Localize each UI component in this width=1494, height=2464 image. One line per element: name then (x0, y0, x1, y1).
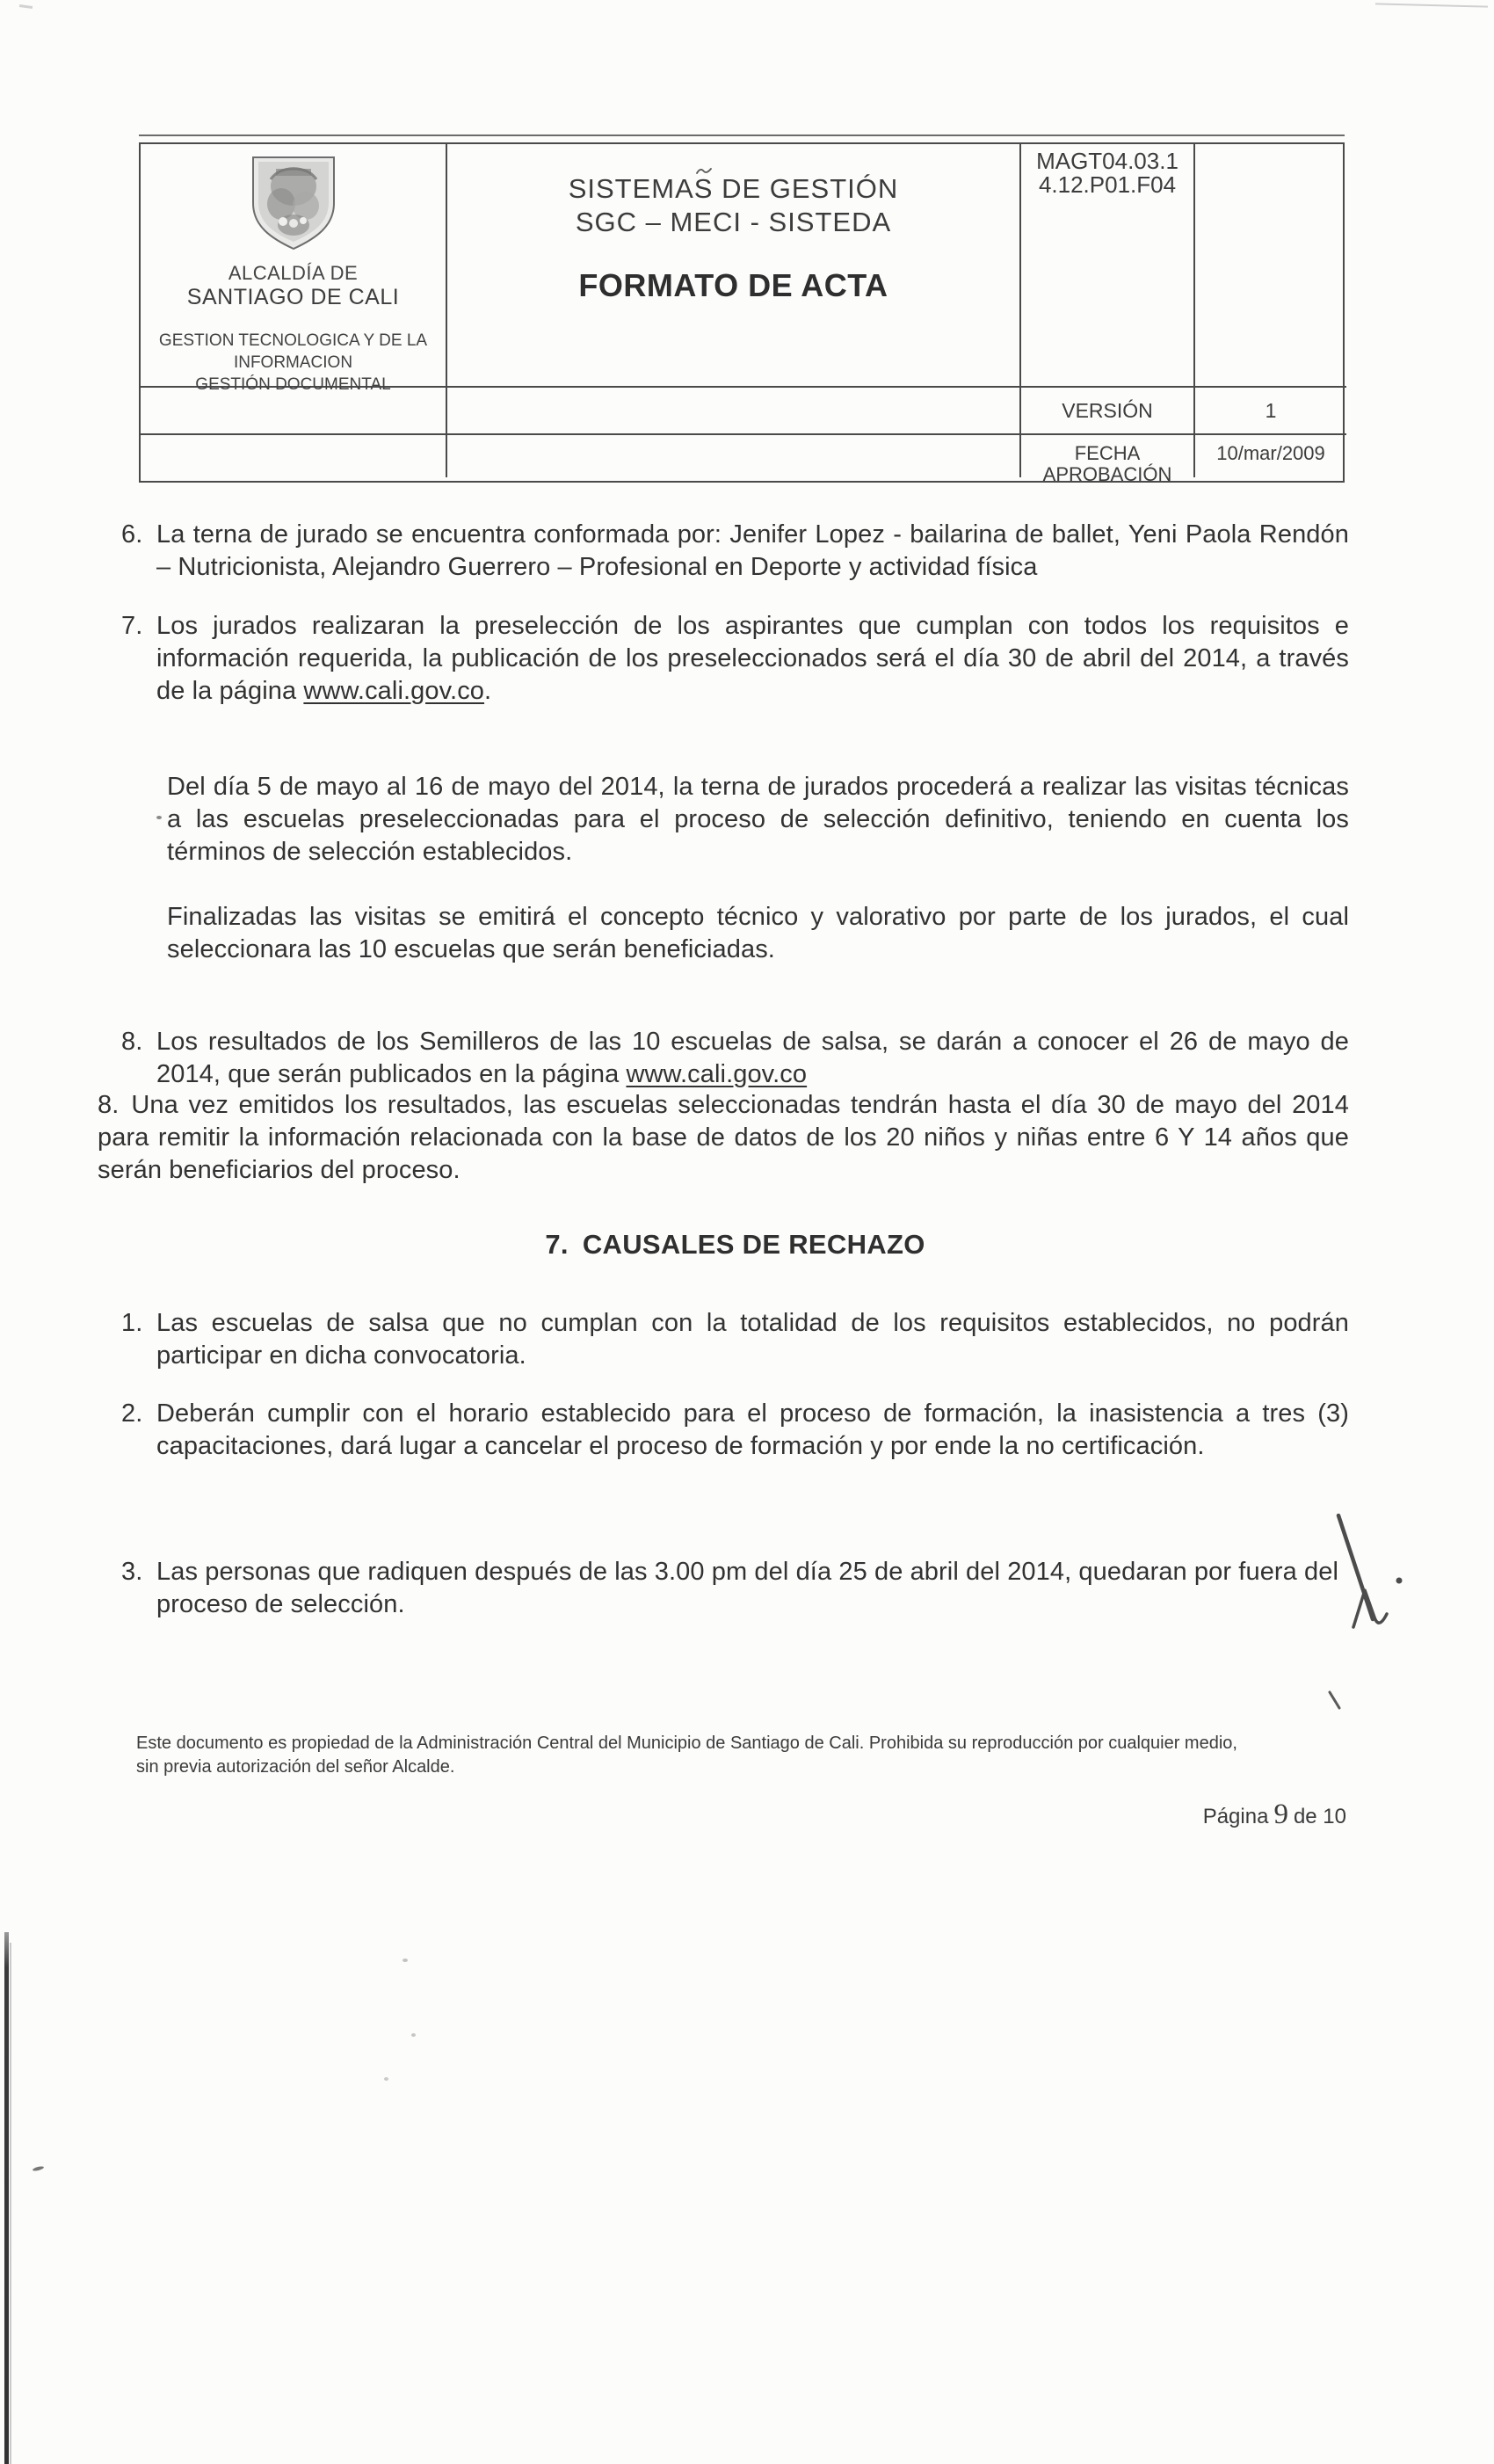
document-code-cell (1021, 144, 1195, 388)
scan-edge-mark (1375, 3, 1488, 7)
empty-cell (447, 435, 1021, 477)
item-number: 8. (98, 1091, 120, 1119)
scan-speck (403, 1959, 408, 1962)
footer-notice-line1: Este documento es propiedad de la Administración Central del Municipio de Santiago de Cali. Prohibida su reproducción por cualquier medio, (136, 1734, 1237, 1753)
scan-speck (19, 4, 33, 9)
footer-notice-line2: sin previa autorización del señor Alcalde. (136, 1757, 455, 1777)
org-department (141, 330, 446, 396)
item-text (156, 610, 1349, 708)
system-title-line2: SGC – MECI - SISTEDA (575, 207, 892, 237)
approval-label-line2: APROBACIÓN (1042, 463, 1172, 485)
paragraph-concepto: Finalizadas las visitas se emitirá el concepto técnico y valorativo por parte de los jurados, el cual seleccionara las 10 escuelas que serán beneficiadas. (167, 903, 1349, 963)
list-item-8b (98, 1089, 1349, 1187)
list-item-2 (121, 1398, 1349, 1463)
list-item-7 (121, 610, 1349, 708)
dept-line3: GESTIÓN DOCUMENTAL (195, 375, 391, 394)
scan-speck (384, 2077, 388, 2081)
table-top-double-rule (139, 134, 1345, 136)
item-text: Deberán cumplir con el horario establecido para el proceso de formación, la inasistencia a tres (3) capacitaciones, dará lugar a cancelar el proceso de formación y por ende la no certificación. (156, 1399, 1349, 1460)
item-text-before-link: Los jurados realizaran la preselección de los aspirantes que cumplan con todos los requisitos e información requerida, la publicación de los preseleccionados será el día 30 de abril del 2014, a través de la página (156, 612, 1349, 705)
item-number: 3. (121, 1558, 143, 1586)
empty-cell (141, 435, 447, 477)
item-text: Una vez emitidos los resultados, las escuelas seleccionadas tendrán hasta el día 30 de mayo del 2014 para remitir la información relacionada con la base de datos de los 20 niños y niñas entre 6 Y 14 años que serán beneficiarios del proceso. (98, 1091, 1349, 1184)
paragraph-visitas: Del día 5 de mayo al 16 de mayo del 2014, la terna de jurados procederá a realizar las visitas técnicas a las escuelas preseleccionadas para el proceso de selección definitivo, teniendo en cuenta los términos de selección establecidos. (167, 773, 1349, 866)
page-number: 9 (1273, 1799, 1288, 1830)
version-label-cell: VERSIÓN (1021, 388, 1195, 435)
heading-label: CAUSALES DE RECHAZO (582, 1229, 925, 1260)
approval-label-line1: FECHA (1074, 442, 1141, 464)
empty-cell (1195, 144, 1346, 388)
heading-number: 7. (545, 1229, 569, 1260)
code-line2: 4.12.P01.F04 (1038, 171, 1177, 198)
document-title: FORMATO DE ACTA (578, 267, 888, 303)
code-line1: MAGT04.03.1 (1036, 148, 1179, 174)
item-number: 7. (121, 612, 143, 640)
url-text: www.cali.gov.co (303, 677, 485, 705)
item-text-after-link: . (484, 677, 492, 705)
org-cell (141, 144, 447, 394)
dept-line1: GESTION TECNOLOGICA Y DE LA (158, 331, 428, 350)
list-item-3 (121, 1556, 1349, 1621)
cali-coat-of-arms-logo (241, 153, 346, 255)
page-total: de 10 (1293, 1805, 1346, 1828)
list-item-8a (121, 1026, 1349, 1091)
org-name-line1: ALCALDÍA DE (228, 262, 359, 284)
approval-date-label-cell (1021, 435, 1195, 485)
empty-cell (447, 388, 1021, 435)
version-value-cell: 1 (1195, 388, 1346, 435)
list-item-1 (121, 1307, 1349, 1372)
system-title-line1: SISTEMAS DE GESTIÓN (568, 173, 899, 204)
item-text-before-link: Los resultados de los Semilleros de las 10 escuelas de salsa, se darán a conocer el 26 de mayo de 2014, que serán publicados en la página (156, 1028, 1349, 1088)
dept-line2: INFORMACION (233, 353, 353, 372)
handwritten-pen-mark (1309, 1505, 1415, 1725)
scan-speck (33, 2165, 45, 2171)
url-text: www.cali.gov.co (626, 1060, 808, 1088)
page-label: Página (1202, 1805, 1269, 1828)
item-number: 8. (121, 1028, 143, 1056)
page-indicator (1203, 1799, 1346, 1831)
approval-date-value-cell (1195, 435, 1346, 477)
empty-cell (141, 388, 447, 435)
footer-notice (136, 1732, 1389, 1779)
scan-speck (156, 816, 162, 819)
item-number: 1. (121, 1309, 143, 1337)
approval-date-value: 10/mar/2009 (1216, 442, 1325, 464)
item-text: Las personas que radiquen después de las 3.00 pm del día 25 de abril del 2014, quedaran por fuera del proceso de selección. (156, 1558, 1339, 1618)
scanner-edge-line-faint (10, 1943, 11, 2464)
item-number: 6. (121, 520, 143, 549)
header-table (139, 142, 1345, 483)
item-text: La terna de jurado se encuentra conformada por: Jenifer Lopez - bailarina de ballet, Yeni Paola Rendón – Nutricionista, Alejandro Guerrero – Profesional en Deporte y actividad física (156, 520, 1349, 581)
item-number: 2. (121, 1399, 143, 1428)
item-text (156, 1026, 1349, 1091)
org-name-line2: SANTIAGO DE CALI (186, 285, 400, 309)
scanner-edge-line (4, 1932, 9, 2464)
title-cell (447, 144, 1021, 388)
item-text: Las escuelas de salsa que no cumplan con la totalidad de los requisitos establecidos, no podrán participar en dicha convocatoria. (156, 1309, 1349, 1370)
list-item-6 (121, 519, 1349, 584)
section-heading (121, 1228, 1349, 1261)
scan-speck (411, 2033, 416, 2037)
